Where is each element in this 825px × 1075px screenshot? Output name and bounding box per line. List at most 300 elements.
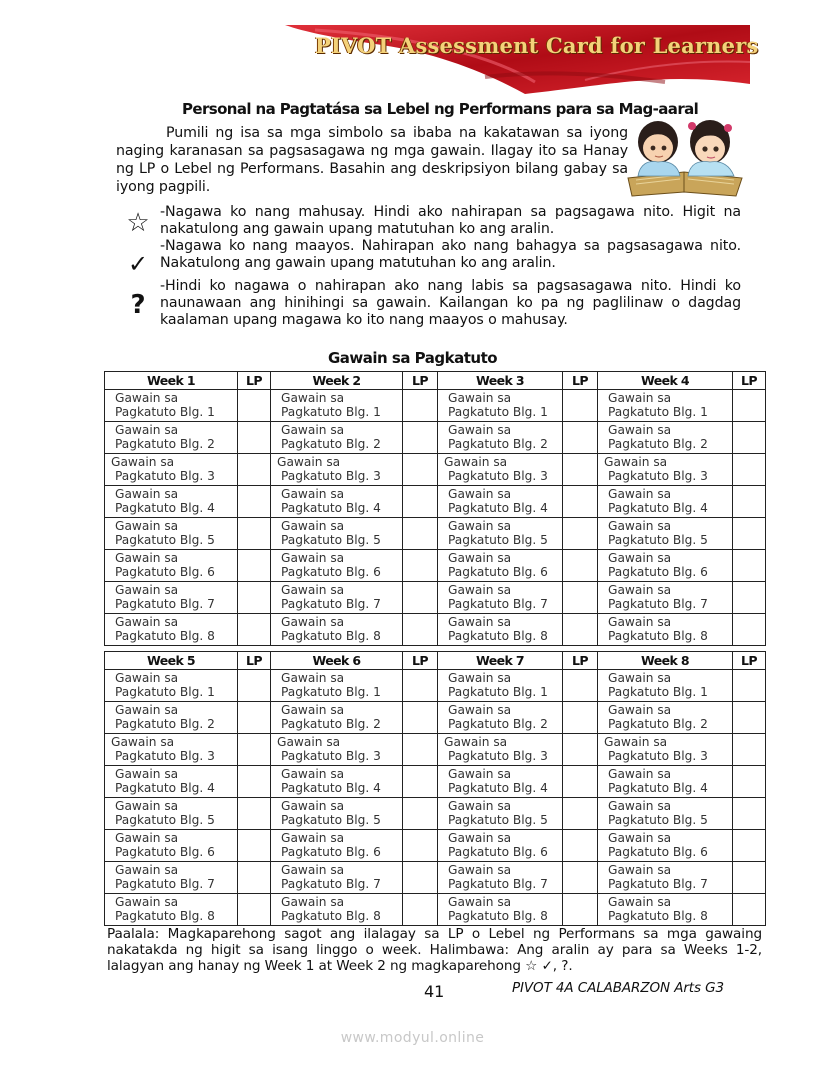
activity-cell [438, 798, 563, 830]
activity-label-line1: Gawain sa [608, 703, 672, 717]
activity-label-line1: Gawain sa [448, 767, 512, 781]
legend-item-question [116, 278, 741, 329]
activity-cell [105, 582, 238, 614]
activity-label-line2: Pagkatuto Blg. 6 [115, 845, 215, 859]
section-title: Gawain sa Pagkatuto [327, 349, 498, 367]
table-row [105, 862, 766, 894]
activity-label-line2: Pagkatuto Blg. 2 [608, 717, 708, 731]
activity-cell [105, 894, 238, 926]
activity-label-line2: Pagkatuto Blg. 8 [281, 629, 381, 643]
activity-label-line1: Gawain sa [277, 455, 341, 469]
activity-label-line1: Gawain sa [115, 831, 179, 845]
activity-label-line2: Pagkatuto Blg. 7 [281, 597, 381, 611]
activity-label-line1: Gawain sa [281, 863, 345, 877]
table-row [105, 582, 766, 614]
activity-cell [105, 702, 238, 734]
activity-cell [105, 798, 238, 830]
activity-label-line2: Pagkatuto Blg. 2 [281, 437, 381, 451]
activity-label-line2: Pagkatuto Blg. 1 [115, 685, 215, 699]
lp-input-cell[interactable] [403, 454, 438, 486]
activity-label-line1: Gawain sa [604, 735, 668, 749]
activity-label-line1: Gawain sa [281, 583, 345, 597]
activity-cell [271, 518, 403, 550]
activity-label-line2: Pagkatuto Blg. 8 [448, 629, 548, 643]
lp-input-cell[interactable] [403, 582, 438, 614]
children-reading-illustration [624, 112, 746, 200]
lp-input-cell[interactable] [733, 798, 766, 830]
activity-label-line2: Pagkatuto Blg. 4 [115, 781, 215, 795]
lp-input-cell[interactable] [563, 798, 598, 830]
activity-label-line2: Pagkatuto Blg. 6 [281, 845, 381, 859]
activity-cell [438, 734, 563, 766]
lp-input-cell[interactable] [733, 486, 766, 518]
lp-header: LP [403, 652, 438, 670]
activity-label-line2: Pagkatuto Blg. 1 [448, 405, 548, 419]
intro-text: Pumili ng isa sa mga simbolo sa ibaba na kakatawan sa iyong naging karanasan sa pagsasagawa ng mga gawain. Ilagay ito sa Hanay ng LP o Lebel ng Performans. Basahin ang deskripsiyon bilang gabay sa iyong pagpili. [116, 125, 628, 195]
intro-paragraph [116, 124, 628, 196]
activity-label-line2: Pagkatuto Blg. 7 [448, 597, 548, 611]
activity-label-line2: Pagkatuto Blg. 5 [448, 813, 548, 827]
activity-cell [271, 798, 403, 830]
activity-cell [105, 614, 238, 646]
activity-label-line2: Pagkatuto Blg. 1 [115, 405, 215, 419]
lp-input-cell[interactable] [238, 702, 271, 734]
lp-input-cell[interactable] [238, 862, 271, 894]
activity-label-line1: Gawain sa [608, 487, 672, 501]
activity-label-line1: Gawain sa [448, 799, 512, 813]
lp-input-cell[interactable] [563, 454, 598, 486]
activity-label-line1: Gawain sa [448, 895, 512, 909]
lp-input-cell[interactable] [403, 734, 438, 766]
lp-input-cell[interactable] [733, 582, 766, 614]
activity-label-line1: Gawain sa [448, 391, 512, 405]
lp-input-cell[interactable] [733, 518, 766, 550]
lp-input-cell[interactable] [733, 734, 766, 766]
activity-label-line2: Pagkatuto Blg. 8 [115, 629, 215, 643]
activity-cell [598, 422, 733, 454]
activity-cell [271, 894, 403, 926]
page-number: 41 [424, 982, 445, 1001]
activity-label-line1: Gawain sa [115, 519, 179, 533]
lp-input-cell[interactable] [403, 518, 438, 550]
activity-cell [598, 390, 733, 422]
activity-label-line2: Pagkatuto Blg. 3 [448, 749, 548, 763]
lp-input-cell[interactable] [733, 862, 766, 894]
activity-label-line2: Pagkatuto Blg. 5 [608, 533, 708, 547]
activity-cell [438, 862, 563, 894]
activity-label-line1: Gawain sa [608, 863, 672, 877]
lp-input-cell[interactable] [733, 454, 766, 486]
activity-label-line2: Pagkatuto Blg. 6 [608, 845, 708, 859]
activity-label-line1: Gawain sa [281, 671, 345, 685]
activity-cell [438, 486, 563, 518]
activity-label-line1: Gawain sa [115, 583, 179, 597]
lp-input-cell[interactable] [238, 454, 271, 486]
lp-input-cell[interactable] [563, 734, 598, 766]
table-row [105, 894, 766, 926]
activity-cell [598, 550, 733, 582]
activity-label-line2: Pagkatuto Blg. 4 [448, 781, 548, 795]
activity-label-line1: Gawain sa [281, 703, 345, 717]
activity-label-line2: Pagkatuto Blg. 3 [115, 469, 215, 483]
legend-text-question: -Hindi ko nagawa o nahirapan ako nang labis sa pagsasagawa nito. Hindi ko naunawaan ang hinihingi sa gawain. Kailangan ko pa ng paglilinaw o dagdag kaalaman upang magawa ko ito nang maayos o mahusay. [160, 278, 741, 328]
lp-header: LP [563, 652, 598, 670]
activity-label-line1: Gawain sa [608, 799, 672, 813]
lp-input-cell[interactable] [403, 830, 438, 862]
activity-cell [105, 454, 238, 486]
activity-cell [438, 454, 563, 486]
lp-input-cell[interactable] [238, 550, 271, 582]
activity-cell [271, 486, 403, 518]
lp-input-cell[interactable] [238, 518, 271, 550]
activity-cell [105, 550, 238, 582]
question-icon: ? [130, 290, 146, 320]
activity-cell [105, 862, 238, 894]
activity-label-line2: Pagkatuto Blg. 5 [608, 813, 708, 827]
activity-label-line1: Gawain sa [115, 391, 179, 405]
activity-label-line2: Pagkatuto Blg. 2 [608, 437, 708, 451]
activity-cell [105, 518, 238, 550]
lp-input-cell[interactable] [733, 830, 766, 862]
lp-input-cell[interactable] [733, 390, 766, 422]
activity-cell [598, 862, 733, 894]
activity-label-line1: Gawain sa [111, 455, 175, 469]
lp-input-cell[interactable] [403, 862, 438, 894]
activity-label-line2: Pagkatuto Blg. 4 [281, 781, 381, 795]
activity-cell [271, 582, 403, 614]
activity-label-line1: Gawain sa [444, 455, 508, 469]
lp-header: LP [238, 652, 271, 670]
activity-label-line2: Pagkatuto Blg. 1 [608, 405, 708, 419]
activity-label-line2: Pagkatuto Blg. 8 [281, 909, 381, 923]
activity-cell [598, 614, 733, 646]
lp-header: LP [733, 652, 766, 670]
lp-header: LP [733, 372, 766, 390]
activity-label-line2: Pagkatuto Blg. 1 [448, 685, 548, 699]
lp-input-cell[interactable] [238, 830, 271, 862]
lp-input-cell[interactable] [563, 422, 598, 454]
activity-label-line2: Pagkatuto Blg. 6 [448, 565, 548, 579]
activity-cell [271, 550, 403, 582]
activity-label-line1: Gawain sa [115, 615, 179, 629]
lp-input-cell[interactable] [238, 734, 271, 766]
lp-input-cell[interactable] [238, 614, 271, 646]
activity-cell [438, 582, 563, 614]
activity-label-line2: Pagkatuto Blg. 5 [115, 533, 215, 547]
activity-label-line2: Pagkatuto Blg. 3 [608, 749, 708, 763]
activity-cell [438, 614, 563, 646]
table-row [105, 518, 766, 550]
activity-label-line2: Pagkatuto Blg. 6 [115, 565, 215, 579]
activity-label-line2: Pagkatuto Blg. 7 [608, 597, 708, 611]
activity-label-line2: Pagkatuto Blg. 1 [281, 405, 381, 419]
activity-label-line1: Gawain sa [281, 391, 345, 405]
lp-input-cell[interactable] [403, 486, 438, 518]
activity-label-line2: Pagkatuto Blg. 4 [448, 501, 548, 515]
activity-cell [105, 734, 238, 766]
activity-cell [438, 390, 563, 422]
activity-label-line1: Gawain sa [281, 767, 345, 781]
activity-label-line1: Gawain sa [448, 487, 512, 501]
lp-input-cell[interactable] [563, 702, 598, 734]
activity-label-line1: Gawain sa [281, 895, 345, 909]
lp-input-cell[interactable] [563, 486, 598, 518]
activity-cell [598, 798, 733, 830]
activity-cell [438, 830, 563, 862]
activity-label-line1: Gawain sa [115, 767, 179, 781]
lp-input-cell[interactable] [238, 582, 271, 614]
lp-input-cell[interactable] [403, 766, 438, 798]
lp-input-cell[interactable] [563, 862, 598, 894]
activity-label-line2: Pagkatuto Blg. 5 [281, 533, 381, 547]
page-heading: Personal na Pagtatása sa Lebel ng Performans para sa Mag-aaral [182, 100, 699, 118]
activity-label-line2: Pagkatuto Blg. 7 [448, 877, 548, 891]
table-header-row [105, 652, 766, 670]
lp-input-cell[interactable] [563, 766, 598, 798]
activity-label-line1: Gawain sa [448, 671, 512, 685]
activity-label-line1: Gawain sa [604, 455, 668, 469]
assessment-table-weeks-1-4 [104, 371, 766, 646]
week-header: Week 6 [271, 652, 403, 670]
activity-cell [598, 518, 733, 550]
activity-label-line1: Gawain sa [277, 735, 341, 749]
activity-label-line2: Pagkatuto Blg. 8 [608, 629, 708, 643]
lp-input-cell[interactable] [403, 390, 438, 422]
lp-input-cell[interactable] [733, 702, 766, 734]
activity-label-line2: Pagkatuto Blg. 2 [115, 717, 215, 731]
activity-label-line2: Pagkatuto Blg. 1 [608, 685, 708, 699]
activity-cell [598, 830, 733, 862]
activity-label-line1: Gawain sa [608, 831, 672, 845]
activity-label-line2: Pagkatuto Blg. 6 [448, 845, 548, 859]
table-row [105, 830, 766, 862]
activity-label-line1: Gawain sa [608, 519, 672, 533]
lp-input-cell[interactable] [733, 550, 766, 582]
activity-label-line2: Pagkatuto Blg. 6 [281, 565, 381, 579]
legend-text-check: -Nagawa ko nang maayos. Nahirapan ako nang bahagya sa pagsasagawa nito. Nakatulong ang gawain upang matutuhan ko ang aralin. [160, 238, 741, 271]
activity-label-line1: Gawain sa [281, 799, 345, 813]
legend-item-star [116, 204, 741, 238]
activity-label-line1: Gawain sa [281, 551, 345, 565]
lp-input-cell[interactable] [733, 894, 766, 926]
activity-cell [271, 454, 403, 486]
activity-cell [271, 830, 403, 862]
activity-label-line1: Gawain sa [281, 615, 345, 629]
check-icon: ✓ [127, 250, 149, 278]
activity-label-line1: Gawain sa [608, 671, 672, 685]
activity-cell [438, 702, 563, 734]
activity-label-line1: Gawain sa [444, 735, 508, 749]
activity-label-line2: Pagkatuto Blg. 7 [608, 877, 708, 891]
lp-input-cell[interactable] [238, 766, 271, 798]
activity-cell [598, 582, 733, 614]
activity-label-line1: Gawain sa [608, 615, 672, 629]
legend-text-star: -Nagawa ko nang mahusay. Hindi ako nahirapan sa pagsagawa nito. Higit na nakatulong ang gawain upang matutuhan ko ang aralin. [160, 204, 741, 237]
lp-input-cell[interactable] [403, 894, 438, 926]
lp-input-cell[interactable] [238, 670, 271, 702]
lp-input-cell[interactable] [403, 614, 438, 646]
lp-input-cell[interactable] [403, 670, 438, 702]
activity-label-line2: Pagkatuto Blg. 5 [448, 533, 548, 547]
activity-cell [438, 518, 563, 550]
activity-label-line1: Gawain sa [281, 831, 345, 845]
table-row [105, 422, 766, 454]
activity-cell [271, 862, 403, 894]
activity-label-line2: Pagkatuto Blg. 3 [448, 469, 548, 483]
lp-input-cell[interactable] [563, 614, 598, 646]
lp-header: LP [563, 372, 598, 390]
activity-label-line1: Gawain sa [281, 487, 345, 501]
activity-label-line1: Gawain sa [115, 703, 179, 717]
lp-input-cell[interactable] [563, 830, 598, 862]
activity-cell [438, 670, 563, 702]
activity-label-line2: Pagkatuto Blg. 7 [281, 877, 381, 891]
activity-label-line1: Gawain sa [115, 863, 179, 877]
activity-label-line1: Gawain sa [608, 551, 672, 565]
activity-label-line2: Pagkatuto Blg. 6 [608, 565, 708, 579]
lp-input-cell[interactable] [733, 422, 766, 454]
week-header: Week 7 [438, 652, 563, 670]
lp-input-cell[interactable] [563, 390, 598, 422]
activity-cell [598, 670, 733, 702]
table-row [105, 614, 766, 646]
activity-label-line1: Gawain sa [448, 551, 512, 565]
table-header-row [105, 372, 766, 390]
activity-label-line2: Pagkatuto Blg. 1 [281, 685, 381, 699]
activity-cell [598, 486, 733, 518]
lp-input-cell[interactable] [733, 614, 766, 646]
activity-cell [438, 550, 563, 582]
series-label: PIVOT 4A CALABARZON Arts G3 [512, 980, 724, 996]
lp-input-cell[interactable] [238, 894, 271, 926]
assessment-table-weeks-5-8 [104, 651, 766, 926]
lp-input-cell[interactable] [403, 702, 438, 734]
activity-cell [105, 766, 238, 798]
lp-input-cell[interactable] [563, 582, 598, 614]
reminder-note: Paalala: Magkaparehong sagot ang ilalagay sa LP o Lebel ng Performans sa mga gawaing nakatakda ng higit sa isang linggo o week. Halimbawa: Ang aralin ay para sa Weeks 1-2, lalagyan ang hanay ng Week 1 at Week 2 ng magkaparehong ☆ ✓, ?. [107, 926, 762, 974]
activity-label-line1: Gawain sa [448, 831, 512, 845]
activity-cell [271, 670, 403, 702]
activity-label-line1: Gawain sa [115, 423, 179, 437]
legend-item-check [116, 238, 741, 278]
activity-label-line2: Pagkatuto Blg. 4 [608, 781, 708, 795]
activity-label-line1: Gawain sa [115, 799, 179, 813]
lp-input-cell[interactable] [733, 670, 766, 702]
activity-cell [105, 670, 238, 702]
activity-label-line2: Pagkatuto Blg. 4 [115, 501, 215, 515]
week-header: Week 3 [438, 372, 563, 390]
activity-label-line2: Pagkatuto Blg. 8 [608, 909, 708, 923]
lp-input-cell[interactable] [563, 670, 598, 702]
activity-cell [598, 766, 733, 798]
activity-cell [271, 422, 403, 454]
activity-label-line1: Gawain sa [448, 703, 512, 717]
table-row [105, 454, 766, 486]
table-row [105, 702, 766, 734]
activity-label-line2: Pagkatuto Blg. 2 [448, 437, 548, 451]
week-header: Week 8 [598, 652, 733, 670]
banner-title: PIVOT Assessment Card for Learners [315, 33, 759, 58]
activity-label-line1: Gawain sa [115, 671, 179, 685]
activity-label-line2: Pagkatuto Blg. 7 [115, 597, 215, 611]
activity-label-line1: Gawain sa [281, 519, 345, 533]
week-header: Week 1 [105, 372, 238, 390]
week-header: Week 2 [271, 372, 403, 390]
activity-label-line1: Gawain sa [608, 583, 672, 597]
activity-cell [271, 390, 403, 422]
table-row [105, 734, 766, 766]
table-row [105, 550, 766, 582]
table-row [105, 798, 766, 830]
activity-label-line2: Pagkatuto Blg. 3 [281, 749, 381, 763]
lp-input-cell[interactable] [403, 798, 438, 830]
activity-label-line1: Gawain sa [608, 423, 672, 437]
lp-input-cell[interactable] [403, 550, 438, 582]
activity-label-line1: Gawain sa [448, 863, 512, 877]
week-header: Week 4 [598, 372, 733, 390]
table-row [105, 670, 766, 702]
activity-cell [438, 422, 563, 454]
lp-input-cell[interactable] [563, 894, 598, 926]
lp-input-cell[interactable] [238, 422, 271, 454]
activity-cell [105, 830, 238, 862]
activity-label-line1: Gawain sa [608, 391, 672, 405]
lp-input-cell[interactable] [733, 766, 766, 798]
lp-input-cell[interactable] [563, 518, 598, 550]
activity-label-line2: Pagkatuto Blg. 2 [281, 717, 381, 731]
lp-input-cell[interactable] [403, 422, 438, 454]
watermark: www.modyul.online [340, 1030, 485, 1046]
lp-header: LP [238, 372, 271, 390]
activity-cell [598, 894, 733, 926]
activity-cell [105, 486, 238, 518]
table-row [105, 486, 766, 518]
activity-label-line2: Pagkatuto Blg. 8 [448, 909, 548, 923]
activity-label-line2: Pagkatuto Blg. 3 [281, 469, 381, 483]
activity-label-line2: Pagkatuto Blg. 3 [115, 749, 215, 763]
activity-cell [271, 702, 403, 734]
activity-cell [598, 734, 733, 766]
activity-label-line1: Gawain sa [448, 583, 512, 597]
lp-input-cell[interactable] [563, 550, 598, 582]
lp-input-cell[interactable] [238, 390, 271, 422]
activity-label-line1: Gawain sa [111, 735, 175, 749]
activity-cell [105, 390, 238, 422]
activity-label-line2: Pagkatuto Blg. 8 [115, 909, 215, 923]
lp-input-cell[interactable] [238, 798, 271, 830]
activity-cell [271, 614, 403, 646]
activity-label-line1: Gawain sa [115, 895, 179, 909]
activity-cell [438, 894, 563, 926]
activity-label-line1: Gawain sa [281, 423, 345, 437]
activity-label-line1: Gawain sa [448, 423, 512, 437]
activity-cell [598, 702, 733, 734]
activity-cell [105, 422, 238, 454]
activity-label-line1: Gawain sa [448, 519, 512, 533]
star-icon: ☆ [126, 208, 150, 238]
activity-cell [271, 734, 403, 766]
activity-cell [271, 766, 403, 798]
activity-label-line2: Pagkatuto Blg. 2 [115, 437, 215, 451]
activity-cell [438, 766, 563, 798]
activity-label-line2: Pagkatuto Blg. 2 [448, 717, 548, 731]
activity-label-line1: Gawain sa [608, 767, 672, 781]
activity-label-line1: Gawain sa [608, 895, 672, 909]
lp-input-cell[interactable] [238, 486, 271, 518]
week-header: Week 5 [105, 652, 238, 670]
activity-label-line1: Gawain sa [115, 551, 179, 565]
activity-label-line2: Pagkatuto Blg. 4 [281, 501, 381, 515]
